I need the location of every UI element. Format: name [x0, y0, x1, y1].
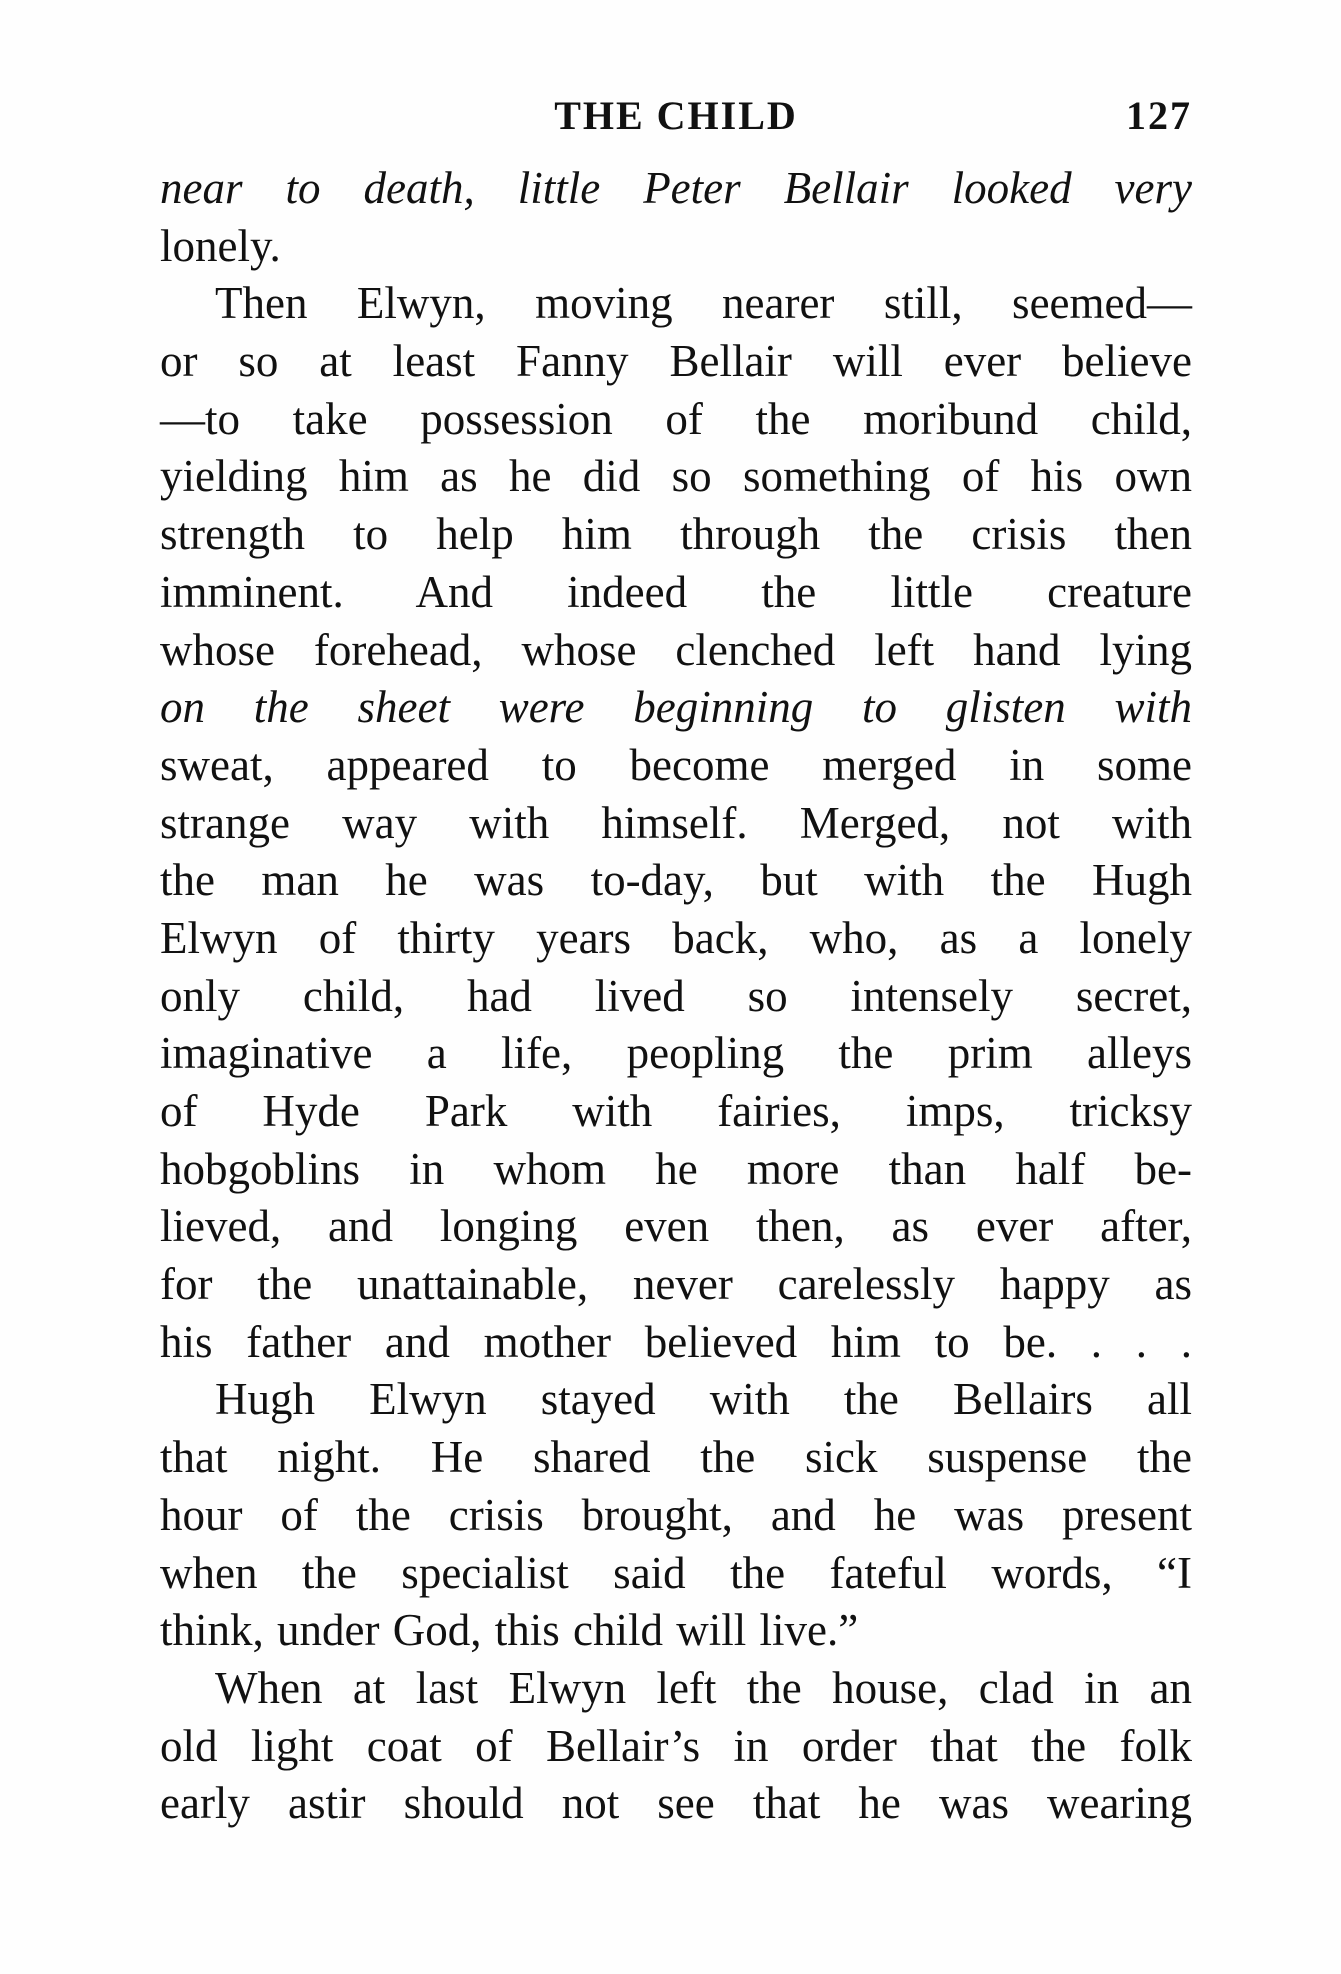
text-line: Then Elwyn, moving nearer still, seemed— — [215, 278, 1192, 329]
text-line: when the specialist said the fateful words, “I — [160, 1547, 1192, 1598]
text-line: hobgoblins in whom he more than half be- — [160, 1143, 1192, 1194]
text-line: or so at least Fanny Bellair will ever believe — [160, 336, 1192, 387]
text-line: only child, had lived so intensely secret, — [160, 970, 1192, 1021]
text-line: think, under God, this child will live.” — [160, 1605, 859, 1656]
text-line: strength to help him through the crisis then — [160, 509, 1192, 560]
page-header — [160, 92, 1192, 152]
running-title: THE CHILD — [554, 93, 798, 138]
text-line: whose forehead, whose clenched left hand lying — [160, 624, 1192, 675]
text-line: imaginative a life, peopling the prim alleys — [160, 1028, 1192, 1079]
text-line: lieved, and longing even then, as ever after, — [160, 1201, 1192, 1252]
text-line: imminent. And indeed the little creature — [160, 566, 1192, 617]
text-line: the man he was to-day, but with the Hugh — [160, 855, 1192, 906]
text-line: sweat, appeared to become merged in some — [160, 739, 1192, 790]
text-line: lonely. — [160, 220, 281, 271]
text-line: yielding him as he did so something of his own — [160, 451, 1192, 502]
text-line: strange way with himself. Merged, not with — [160, 797, 1192, 848]
text-line: Hugh Elwyn stayed with the Bellairs all — [215, 1374, 1192, 1425]
text-line: Elwyn of thirty years back, who, as a lonely — [160, 912, 1192, 963]
text-line: —to take possession of the moribund child, — [160, 393, 1192, 444]
text-line: that night. He shared the sick suspense the — [160, 1432, 1192, 1483]
text-line: When at last Elwyn left the house, clad in an — [215, 1662, 1192, 1713]
text-line: of Hyde Park with fairies, imps, tricksy — [160, 1086, 1192, 1136]
text-line: hour of the crisis brought, and he was present — [160, 1489, 1192, 1540]
body-text — [160, 160, 1192, 1833]
text-line: old light coat of Bellair’s in order that the folk — [160, 1720, 1192, 1771]
page-number: 127 — [1126, 93, 1192, 138]
text-line: for the unattainable, never carelessly happy as — [160, 1259, 1192, 1310]
text-line: near to death, little Peter Bellair looked very — [160, 163, 1192, 213]
text-line: his father and mother believed him to be. . . . — [160, 1316, 1192, 1367]
text-line: early astir should not see that he was wearing — [160, 1778, 1192, 1829]
text-line: on the sheet were beginning to glisten with — [160, 682, 1192, 733]
